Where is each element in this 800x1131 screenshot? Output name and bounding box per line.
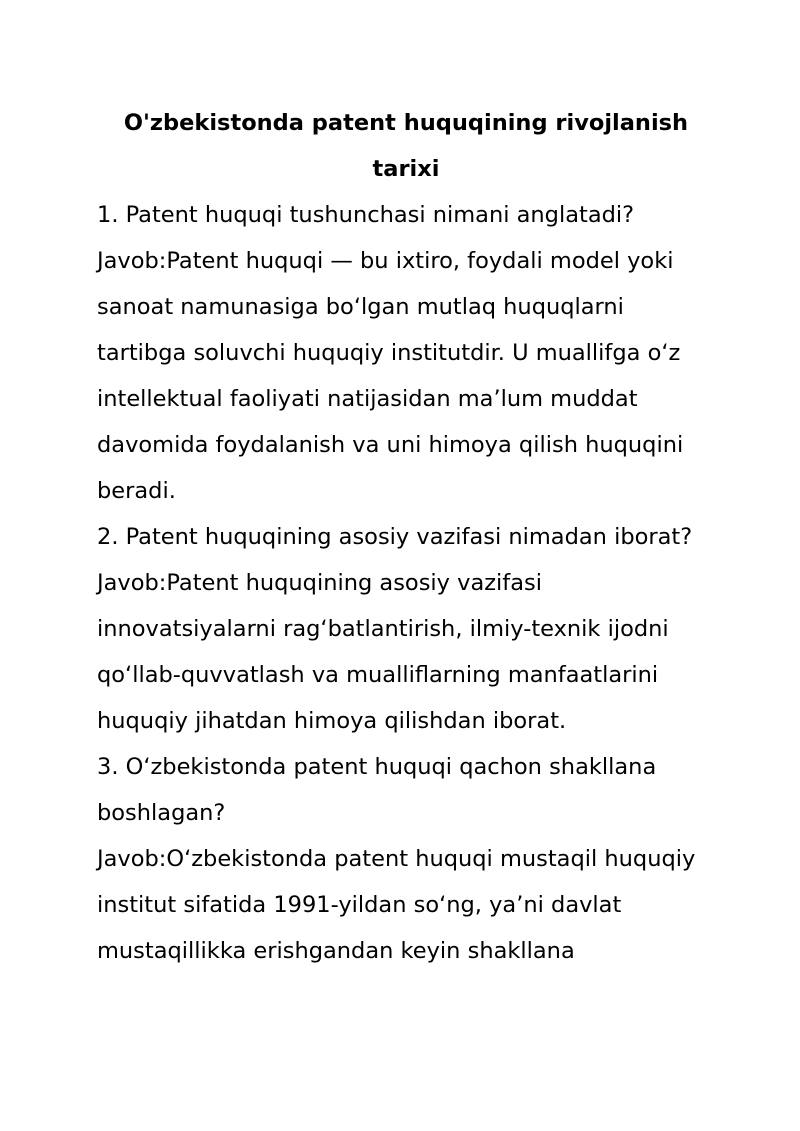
question-1: [97, 192, 707, 238]
answer-line: beradi.: [97, 478, 176, 504]
answer-line: innovatsiyalarni rag‘batlantirish, ilmiy-texnik ijodni: [97, 616, 669, 642]
answer-line: Javob:O‘zbekistonda patent huquqi mustaqil huquqiy: [97, 846, 696, 872]
document-page: [97, 100, 707, 974]
question-line: 3. O‘zbekistonda patent huquqi qachon shakllana: [97, 754, 657, 780]
answer-line: Javob:Patent huquqi — bu ixtiro, foydali model yoki: [97, 248, 674, 274]
answer-line: sanoat namunasiga bo‘lgan mutlaq huquqlarni: [97, 294, 624, 320]
answer-2: [97, 560, 707, 744]
answer-line: intellektual faoliyati natijasidan ma’lum muddat: [97, 386, 638, 412]
answer-3: [97, 836, 707, 974]
answer-line: institut sifatida 1991-yildan so‘ng, ya’ni davlat: [97, 892, 622, 918]
answer-line: mustaqillikka erishgandan keyin shakllana: [97, 938, 575, 964]
title-line: O'zbekistonda patent huquqining rivojlanish: [123, 110, 689, 136]
answer-1: [97, 238, 707, 514]
question-line: 2. Patent huquqining asosiy vazifasi nimadan iborat?: [97, 524, 693, 550]
answer-line: tartibga soluvchi huquqiy institutdir. U muallifga o‘z: [97, 340, 681, 366]
answer-line: qo‘llab-quvvatlash va mualliflarning manfaatlarini: [97, 662, 659, 688]
question-2: [97, 514, 707, 560]
title-line: tarixi: [372, 156, 440, 182]
question-line: boshlagan?: [97, 800, 226, 826]
document-title: [97, 100, 707, 192]
question-line: 1. Patent huquqi tushunchasi nimani anglatadi?: [97, 202, 635, 228]
answer-line: Javob:Patent huquqining asosiy vazifasi: [97, 570, 542, 596]
question-3: [97, 744, 707, 836]
answer-line: davomida foydalanish va uni himoya qilish huquqini: [97, 432, 684, 458]
answer-line: huquqiy jihatdan himoya qilishdan iborat.: [97, 708, 567, 734]
